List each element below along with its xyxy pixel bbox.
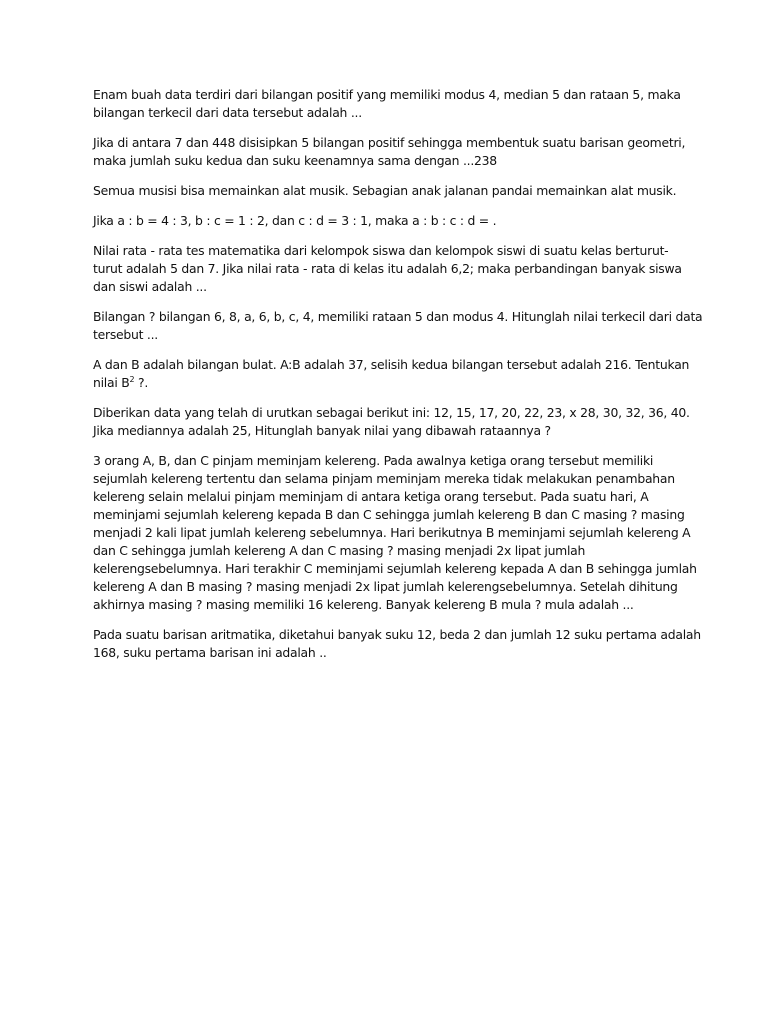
- text-line: maka jumlah suku kedua dan suku keenamnya sama dengan ...238: [93, 153, 497, 168]
- text-line: Jika a : b = 4 : 3, b : c = 1 : 2, dan c : d = 3 : 1, maka a : b : c : d = .: [93, 213, 497, 228]
- text-line: menjadi 2 kali lipat jumlah kelereng sebelumnya. Hari berikutnya B meminjami sejumlah kelereng A: [93, 525, 691, 540]
- text-line: kelereng A dan B masing ? masing menjadi 2x lipat jumlah kelerengsebelumnya. Setelah dihitung: [93, 579, 678, 594]
- document-body: [93, 86, 703, 674]
- paragraph-2: [93, 134, 686, 170]
- text-line: 3 orang A, B, dan C pinjam meminjam kelereng. Pada awalnya ketiga orang tersebut memiliki: [93, 453, 654, 468]
- superscript: 2: [129, 374, 135, 384]
- text-line-with-superscript: [93, 374, 683, 392]
- text-line: A dan B adalah bilangan bulat. A:B adalah 37, selisih kedua bilangan tersebut adalah 216. Tentukan: [93, 357, 690, 372]
- text-line: Diberikan data yang telah di urutkan sebagai berikut ini: 12, 15, 17, 20, 22, 23, x 28, 30, 32, 36, 40.: [93, 405, 690, 420]
- paragraph-4: [93, 212, 683, 230]
- text-line: tersebut ...: [93, 327, 158, 342]
- text-line: Bilangan ? bilangan 6, 8, a, 6, b, c, 4, memiliki rataan 5 dan modus 4. Hitunglah nilai terkecil dari data: [93, 309, 703, 324]
- text-line: Semua musisi bisa memainkan alat musik. Sebagian anak jalanan pandai memainkan alat musik.: [93, 183, 677, 198]
- paragraph-7: [93, 356, 690, 392]
- text-line: sejumlah kelereng tertentu dan selama pinjam meminjam mereka tidak melakukan penambahan: [93, 471, 675, 486]
- text-line: akhirnya masing ? masing memiliki 16 kelereng. Banyak kelereng B mula ? mula adalah ...: [93, 597, 634, 612]
- text-line: kelereng selain melalui pinjam meminjam di antara ketiga orang tersebut. Pada suatu hari, A: [93, 489, 649, 504]
- text-fragment: ?.: [134, 375, 149, 390]
- text-line: dan siswi adalah ...: [93, 279, 207, 294]
- text-line: meminjami sejumlah kelereng kepada B dan C sehingga jumlah kelereng B dan C masing ? masing: [93, 507, 685, 522]
- text-line: turut adalah 5 dan 7. Jika nilai rata - rata di kelas itu adalah 6,2; maka perbandingan banyak siswa: [93, 261, 682, 276]
- text-line: Jika di antara 7 dan 448 disisipkan 5 bilangan positif sehingga membentuk suatu barisan geometri,: [93, 135, 686, 150]
- text-line: Pada suatu barisan aritmatika, diketahui banyak suku 12, beda 2 dan jumlah 12 suku pertama adalah: [93, 627, 701, 642]
- text-line: Jika mediannya adalah 25, Hitunglah banyak nilai yang dibawah rataannya ?: [93, 423, 551, 438]
- text-line: 168, suku pertama barisan ini adalah ..: [93, 645, 327, 660]
- paragraph-5: [93, 242, 683, 296]
- paragraph-9: [93, 452, 697, 614]
- text-line: bilangan terkecil dari data tersebut adalah ...: [93, 105, 362, 120]
- paragraph-8: [93, 404, 690, 440]
- text-line: kelerengsebelumnya. Hari terakhir C meminjami sejumlah kelereng kepada A dan B sehingga jumlah: [93, 561, 697, 576]
- paragraph-3: [93, 182, 683, 200]
- paragraph-10: [93, 626, 701, 662]
- text-fragment: nilai B: [93, 375, 130, 390]
- paragraph-6: [93, 308, 703, 344]
- text-line: Enam buah data terdiri dari bilangan positif yang memiliki modus 4, median 5 dan rataan 5, maka: [93, 87, 681, 102]
- text-line: Nilai rata - rata tes matematika dari kelompok siswa dan kelompok siswi di suatu kelas berturut-: [93, 243, 669, 258]
- text-line: dan C sehingga jumlah kelereng A dan C masing ? masing menjadi 2x lipat jumlah: [93, 543, 586, 558]
- paragraph-1: [93, 86, 683, 122]
